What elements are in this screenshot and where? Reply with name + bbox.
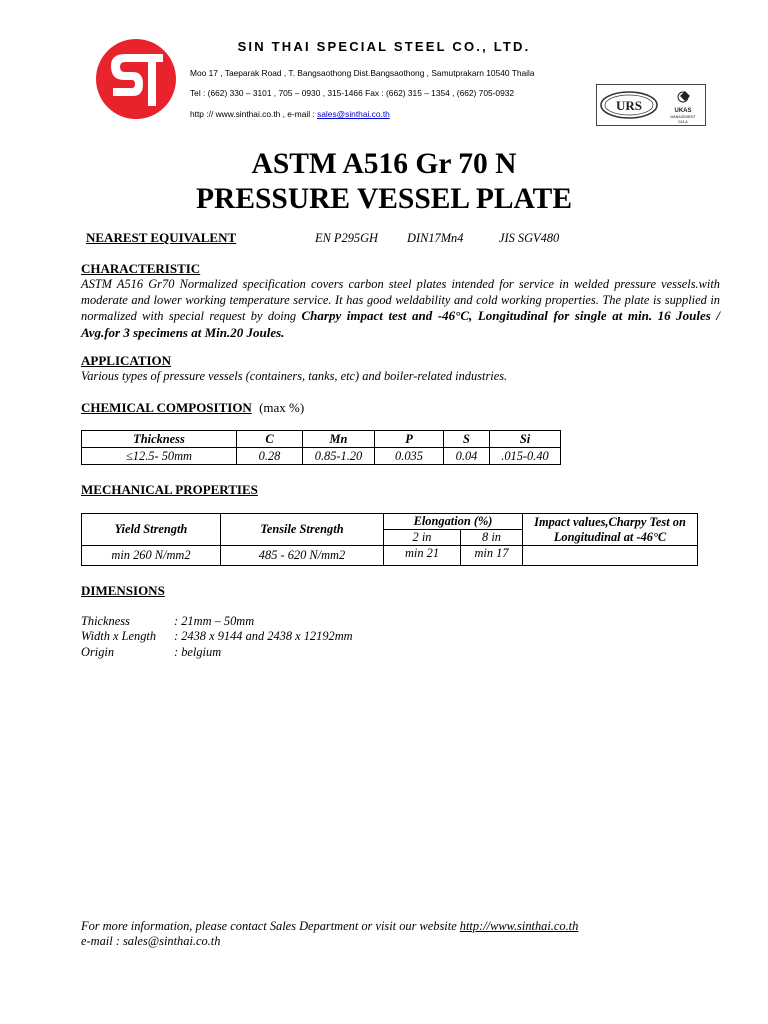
chem-value-mn: 0.85-1.20: [303, 448, 375, 465]
chem-value-p: 0.035: [375, 448, 444, 465]
dimension-row-origin: [81, 645, 221, 660]
web-prefix: http :// www.sinthai.co.th , e-mail :: [190, 109, 318, 119]
mech-value-tensile: 485 - 620 N/mm2: [221, 546, 384, 566]
footer-contact-line: [81, 919, 578, 934]
mech-header-elongation: Elongation (%): [384, 514, 523, 530]
mech-value-row: [82, 546, 698, 566]
chem-value-c: 0.28: [237, 448, 303, 465]
mech-value-elong-8in: min 17: [461, 546, 523, 566]
svg-text:URS: URS: [615, 98, 643, 113]
dimension-row-size: [81, 629, 353, 644]
dimension-value: : belgium: [174, 645, 222, 659]
mech-value-impact: [523, 546, 698, 566]
company-web-email: [190, 109, 602, 119]
svg-text:043-A: 043-A: [678, 120, 688, 124]
mechanical-heading: MECHANICAL PROPERTIES: [81, 482, 258, 497]
nearest-equivalent-heading: NEAREST EQUIVALENT: [86, 230, 237, 245]
chemical-note: (max %): [259, 400, 305, 415]
company-name: SIN THAI SPECIAL STEEL CO., LTD.: [237, 39, 531, 54]
application-heading: APPLICATION: [81, 353, 172, 368]
chem-header-mn: Mn: [303, 431, 375, 448]
chemical-heading: CHEMICAL COMPOSITION: [81, 400, 252, 415]
chem-header-thickness: Thickness: [82, 431, 237, 448]
chem-value-s: 0.04: [444, 448, 490, 465]
equivalent-jis: JIS SGV480: [499, 231, 560, 245]
dimensions-heading: DIMENSIONS: [81, 583, 165, 598]
dimension-row-thickness: [81, 614, 254, 629]
footer-website-link[interactable]: http://www.sinthai.co.th: [459, 919, 579, 933]
characteristic-paragraph: [81, 277, 720, 341]
dimension-key: Thickness: [81, 614, 130, 628]
mech-value-yield: min 260 N/mm2: [82, 546, 221, 566]
email-link[interactable]: sales@sinthai.co.th: [317, 109, 390, 119]
equivalent-en: EN P295GH: [315, 231, 378, 245]
certification-box: [596, 84, 706, 126]
document-title-line2: PRESSURE VESSEL PLATE: [196, 183, 572, 215]
dimension-key: Origin: [81, 645, 115, 659]
dimension-key: Width x Length: [81, 629, 157, 643]
mech-value-elong-2in: min 21: [384, 546, 461, 566]
footer-email-line: e-mail : sales@sinthai.co.th: [81, 934, 221, 948]
mechanical-properties-table: [81, 513, 698, 566]
equivalent-din: DIN17Mn4: [407, 231, 464, 245]
characteristic-heading: CHARACTERISTIC: [81, 261, 201, 276]
svg-text:MANAGEMENT: MANAGEMENT: [670, 115, 696, 119]
chem-value-thickness: ≤12.5- 50mm: [82, 448, 237, 465]
mech-subheader-2in: 2 in: [384, 530, 461, 546]
document-title-line1: ASTM A516 Gr 70 N: [251, 148, 517, 180]
chem-header-s: S: [444, 431, 490, 448]
svg-text:UKAS: UKAS: [674, 108, 692, 114]
mech-header-tensile: Tensile Strength: [221, 514, 384, 546]
mech-subheader-8in: 8 in: [461, 530, 523, 546]
dimension-value: : 21mm – 50mm: [174, 614, 255, 628]
chemical-heading-line: [81, 400, 304, 416]
application-text: Various types of pressure vessels (containers, tanks, etc) and boiler-related industries.: [81, 369, 508, 383]
chem-header-c: C: [237, 431, 303, 448]
dimension-value: : 2438 x 9144 and 2438 x 12192mm: [174, 629, 353, 643]
characteristic-text: ASTM A516 Gr70 Normalized specification covers carbon steel plates intended for service in welded pressure vessels.with moderate and lower working temperature service. It has good weldability and cold working properties. The plate is supplied in normalized with special request by doing: [81, 277, 720, 323]
company-address: Moo 17 , Taeparak Road , T. Bangsaothong Dist.Bangsaothong , Samutprakarn 10540 Thaila: [190, 68, 535, 78]
chem-value-si: .015-0.40: [490, 448, 561, 465]
characteristic-bold-text: Charpy impact test and -46°C, Longitudinal for single at min. 16 Joules / Avg.for 3 specimens at Min.20 Joules.: [81, 308, 720, 340]
chem-header-p: P: [375, 431, 444, 448]
company-phone-fax: Tel : (662) 330 – 3101 , 705 – 0930 , 315-1466 Fax : (662) 315 – 1354 , (662) 705-0932: [190, 88, 515, 98]
mech-header-impact: Impact values,Charpy Test on Longitudinal at -46°C: [523, 514, 698, 546]
mech-header-row: [82, 514, 698, 530]
chemical-value-row: [82, 448, 561, 465]
footer-text: For more information, please contact Sales Department or visit our website: [81, 919, 460, 933]
chemical-composition-table: [81, 430, 561, 465]
chemical-header-row: [82, 431, 561, 448]
mech-header-yield: Yield Strength: [82, 514, 221, 546]
certification-marks: [597, 85, 705, 125]
chem-header-si: Si: [490, 431, 561, 448]
